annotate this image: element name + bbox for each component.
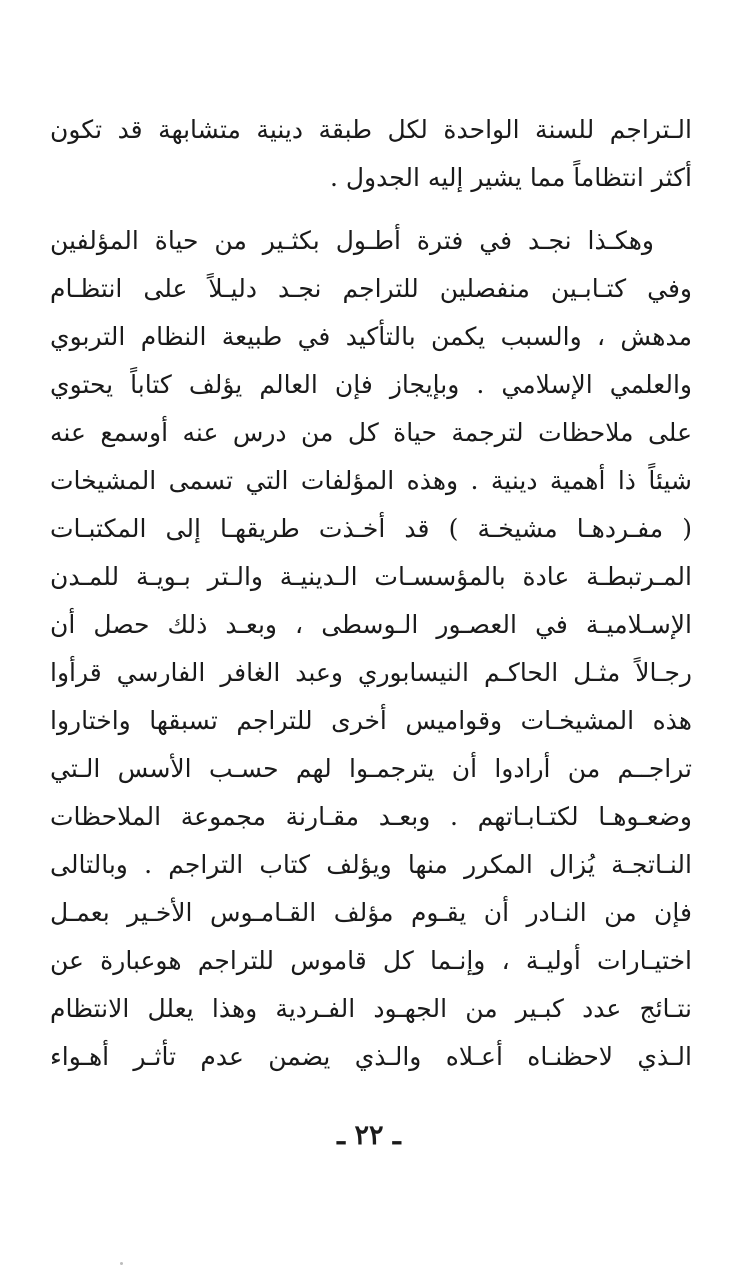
text-line: تراجــم من أرادوا أن يترجمـوا لهم حسـب الأسس الـتي bbox=[50, 754, 692, 783]
text-line: الإسـلاميـة في العصـور الـوسطى ، وبعـد ذلك حصل أن bbox=[50, 610, 692, 639]
text-line: أكثر انتظاماً مما يشير إليه الجدول . bbox=[329, 163, 692, 192]
text-line: وفي كتـابـين منفصلين للتراجم نجـد دليـلاً على انتظـام bbox=[50, 274, 692, 303]
text-line: على ملاحظات لترجمة حياة كل من درس عنه أوسمع عنه bbox=[50, 418, 692, 447]
text-line: رجـالاً مثـل الحاكـم النيسابوري وعبد الغافر الفارسي قرأوا bbox=[50, 658, 692, 687]
text-line: المـرتبطـة عادة بالمؤسسـات الـدينيـة والـتر بـويـة للمـدن bbox=[50, 562, 692, 591]
text-line: هذه المشيخـات وقواميس أخرى للتراجم تسبقها واختاروا bbox=[50, 706, 692, 735]
text-line: النـاتجـة يُزال المكرر منها ويؤلف كتاب التراجم . وبالتالى bbox=[50, 850, 692, 879]
text-line: اختيـارات أوليـة ، وإنـما كل قاموس للتراجم هوعبارة عن bbox=[50, 946, 692, 975]
text-line: وضعـوهـا لكتـابـاتهم . وبعـد مقـارنة مجموعة الملاحظات bbox=[50, 802, 692, 831]
paragraph-2 bbox=[50, 217, 692, 1081]
text-line: فإن من النـادر أن يقـوم مؤلف القـامـوس الأخـير بعمـل bbox=[50, 898, 692, 927]
text-line: الـذي لاحظنـاه أعـلاه والـذي يضمن عدم تأثـر أهـواء bbox=[50, 1042, 692, 1071]
text-line: شيئاً ذا أهمية دينية . وهذه المؤلفات التي تسمى المشيخات bbox=[50, 466, 692, 495]
paragraph-1 bbox=[50, 106, 692, 202]
text-line: نتـائج عدد كبـير من الجهـود الفـردية وهذا يعلل الانتظام bbox=[50, 994, 692, 1023]
page-number: ـ ٢٢ ـ bbox=[337, 1120, 401, 1151]
text-line: ( مفـردهـا مشيخـة ) قد أخـذت طريقهـا إلى المكتبـات bbox=[50, 514, 692, 543]
text-line: وهكـذا نجـد في فترة أطـول بكثـير من حياة المؤلفين bbox=[50, 226, 654, 255]
text-line: والعلمي الإسلامي . وبإيجاز فإن العالم يؤلف كتاباً يحتوي bbox=[50, 370, 692, 399]
text-line: الـتراجم للسنة الواحدة لكل طبقة دينية متشابهة قد تكون bbox=[50, 115, 692, 144]
paper-speck bbox=[120, 1262, 123, 1265]
text-line: مدهش ، والسبب يكمن بالتأكيد في طبيعة النظام التربوي bbox=[50, 322, 692, 351]
